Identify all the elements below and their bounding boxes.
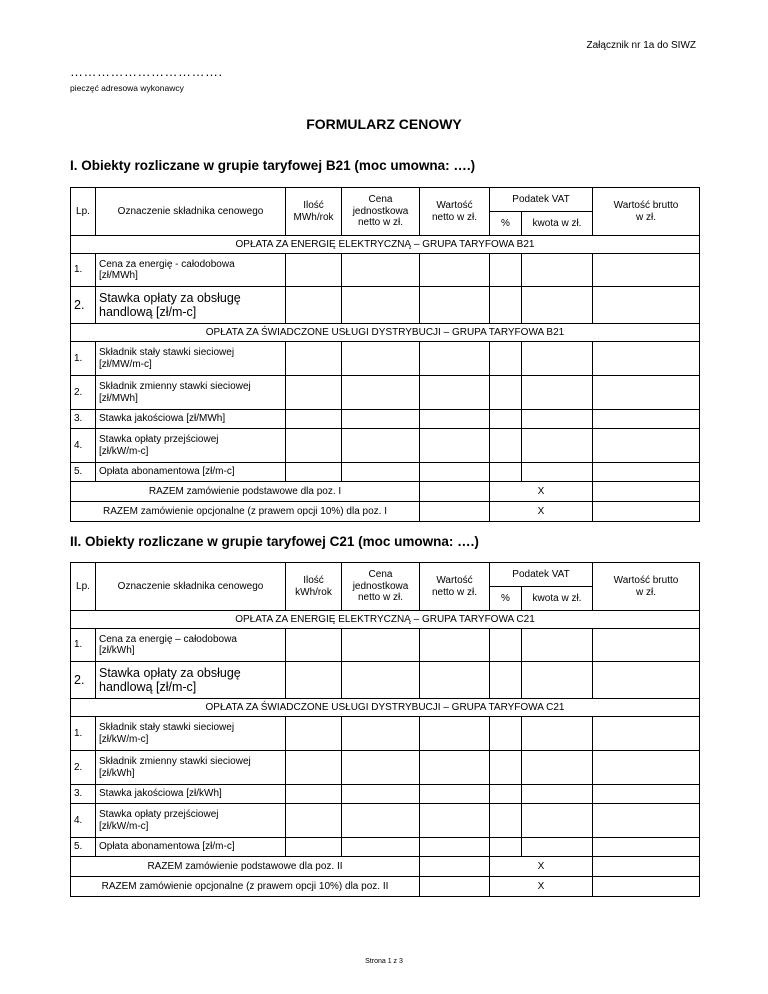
row-name: [96, 463, 286, 482]
value-cell[interactable]: [593, 629, 700, 662]
row-lp: [71, 662, 96, 699]
cell-text: 3.: [74, 413, 83, 425]
value-cell[interactable]: [420, 376, 490, 410]
total-net-value[interactable]: [420, 857, 490, 877]
col-vat-percent: [490, 212, 522, 236]
col-net-value: [420, 563, 490, 611]
col-vat-percent: [490, 587, 522, 611]
cell-text: [zł/kWh]: [99, 767, 135, 779]
value-cell[interactable]: [593, 463, 700, 482]
total-label: [71, 877, 420, 897]
cell-text: X: [537, 485, 545, 497]
col-vat: [490, 188, 593, 212]
cell-text: Opłata abonamentowa [zł/m-c]: [99, 841, 235, 853]
cell-text: Ilość: [303, 575, 324, 586]
value-cell[interactable]: [593, 751, 700, 785]
cell-text: 1.: [74, 264, 83, 276]
cell-text: Lp.: [76, 580, 90, 592]
cell-text: w zł.: [636, 211, 656, 223]
table-row: [71, 410, 700, 429]
col-qty: [286, 188, 342, 236]
value-cell[interactable]: [420, 751, 490, 785]
stamp-dots: …………………………….: [70, 64, 223, 79]
value-cell[interactable]: [593, 254, 700, 287]
table-row: [71, 662, 700, 699]
total-vat-x: [490, 877, 593, 897]
cell-text: [zł/MWh]: [99, 392, 138, 404]
total-gross-value[interactable]: [593, 502, 700, 522]
cell-text: Cena: [368, 194, 393, 206]
row-name: [96, 254, 286, 287]
col-vat: [490, 563, 593, 587]
value-cell[interactable]: [342, 463, 420, 482]
col-net-value: [420, 188, 490, 236]
cell-text: Podatek VAT: [512, 568, 570, 580]
col-unit-price: [342, 563, 420, 611]
col-vat-amount: [522, 212, 593, 236]
row-name: [96, 410, 286, 429]
value-cell[interactable]: [490, 751, 522, 785]
row-name: [96, 376, 286, 410]
row-name: [96, 785, 286, 804]
cell-text: 2.: [74, 386, 83, 398]
distribution-section-header: [71, 324, 700, 342]
energy-section-header-label: [71, 236, 700, 254]
page-footer: Strona 1 z 3: [365, 958, 403, 965]
total-label: [71, 482, 420, 502]
row-lp: [71, 376, 96, 410]
value-cell[interactable]: [593, 662, 700, 699]
value-cell[interactable]: [286, 785, 342, 804]
cell-text: [zł/kW/m-c]: [99, 733, 149, 745]
row-name: [96, 804, 286, 838]
cell-text: OPŁATA ZA ŚWIADCZONE USŁUGI DYSTRYBUCJI – GRUPA TARYFOWA C21: [205, 701, 565, 713]
value-cell[interactable]: [342, 629, 420, 662]
energy-section-header-label: [71, 611, 700, 629]
row-name: [96, 287, 286, 324]
value-cell[interactable]: [522, 287, 593, 324]
price-table-b21: [70, 187, 700, 522]
value-cell[interactable]: [490, 662, 522, 699]
value-cell[interactable]: [522, 838, 593, 857]
cell-text: 1.: [74, 352, 83, 364]
value-cell[interactable]: [490, 804, 522, 838]
stamp-label: pieczęć adresowa wykonawcy: [70, 83, 184, 93]
value-cell[interactable]: [490, 463, 522, 482]
value-cell[interactable]: [286, 287, 342, 324]
col-gross-value: [593, 188, 700, 236]
total-gross-value[interactable]: [593, 482, 700, 502]
value-cell[interactable]: [420, 838, 490, 857]
total-vat-x: [490, 482, 593, 502]
table-row: [71, 717, 700, 751]
value-cell[interactable]: [342, 254, 420, 287]
value-cell[interactable]: [593, 376, 700, 410]
row-name: [96, 629, 286, 662]
row-name: [96, 838, 286, 857]
value-cell[interactable]: [593, 342, 700, 376]
cell-text: Ilość: [303, 200, 324, 211]
cell-text: MWh/rok: [293, 211, 334, 223]
cell-text: jednostkowa: [352, 580, 409, 592]
total-label: [71, 857, 420, 877]
row-name: [96, 717, 286, 751]
total-row: [71, 502, 700, 522]
cell-text: Stawka opłaty za obsługę: [99, 665, 241, 680]
row-lp: [71, 785, 96, 804]
value-cell[interactable]: [286, 429, 342, 463]
col-qty: [286, 563, 342, 611]
row-lp: [71, 717, 96, 751]
col-gross-value: [593, 563, 700, 611]
table-row: [71, 342, 700, 376]
cell-text: Stawka jakościowa [zł/MWh]: [99, 413, 226, 425]
value-cell[interactable]: [593, 429, 700, 463]
attachment-label: Załącznik nr 1a do SIWZ: [586, 40, 696, 51]
col-lp: [71, 563, 96, 611]
value-cell[interactable]: [490, 410, 522, 429]
cell-text: 2.: [74, 672, 85, 687]
value-cell[interactable]: [286, 662, 342, 699]
cell-text: Składnik stały stawki sieciowej: [99, 722, 235, 733]
cell-text: Stawka opłaty za obsługę: [99, 290, 241, 305]
row-lp: [71, 838, 96, 857]
energy-section-header: [71, 236, 700, 254]
cell-text: 1.: [74, 639, 83, 651]
distribution-section-header-label: [71, 324, 700, 342]
row-name: [96, 342, 286, 376]
cell-text: RAZEM zamówienie opcjonalne (z prawem opcji 10%) dla poz. I: [102, 505, 387, 517]
value-cell[interactable]: [342, 838, 420, 857]
value-cell[interactable]: [420, 629, 490, 662]
header-row: [71, 563, 700, 587]
value-cell[interactable]: [593, 785, 700, 804]
col-unit-price: [342, 188, 420, 236]
table-row: [71, 429, 700, 463]
energy-section-header: [71, 611, 700, 629]
value-cell[interactable]: [342, 662, 420, 699]
cell-text: Składnik zmienny stawki sieciowej: [99, 756, 251, 767]
value-cell[interactable]: [420, 717, 490, 751]
form-title: FORMULARZ CENOWY: [306, 116, 462, 132]
row-lp: [71, 287, 96, 324]
cell-text: Stawka jakościowa [zł/kWh]: [99, 788, 222, 800]
value-cell[interactable]: [522, 342, 593, 376]
cell-text: RAZEM zamówienie podstawowe dla poz. I: [148, 485, 342, 497]
value-cell[interactable]: [522, 429, 593, 463]
table-row: [71, 838, 700, 857]
cell-text: Wartość: [436, 200, 473, 211]
value-cell[interactable]: [522, 717, 593, 751]
row-lp: [71, 751, 96, 785]
value-cell[interactable]: [420, 804, 490, 838]
cell-text: handlową [zł/m-c]: [99, 680, 197, 694]
value-cell[interactable]: [593, 287, 700, 324]
value-cell[interactable]: [490, 838, 522, 857]
value-cell[interactable]: [342, 785, 420, 804]
row-lp: [71, 410, 96, 429]
distribution-section-header-label: [71, 699, 700, 717]
price-table-c21: [70, 562, 700, 897]
row-lp: [71, 804, 96, 838]
value-cell[interactable]: [522, 629, 593, 662]
cell-text: 5.: [74, 841, 83, 853]
cell-text: X: [537, 880, 545, 892]
value-cell[interactable]: [342, 410, 420, 429]
distribution-section-header: [71, 699, 700, 717]
cell-text: kWh/rok: [295, 586, 332, 598]
value-cell[interactable]: [490, 785, 522, 804]
value-cell[interactable]: [522, 751, 593, 785]
value-cell[interactable]: [286, 838, 342, 857]
cell-text: 2.: [74, 297, 85, 312]
total-gross-value[interactable]: [593, 877, 700, 897]
row-lp: [71, 629, 96, 662]
value-cell[interactable]: [420, 410, 490, 429]
cell-text: netto w zł.: [431, 211, 478, 223]
row-name: [96, 662, 286, 699]
cell-text: OPŁATA ZA ENERGIĘ ELEKTRYCZNĄ – GRUPA TARYFOWA B21: [235, 238, 535, 250]
cell-text: w zł.: [636, 586, 656, 598]
value-cell[interactable]: [420, 287, 490, 324]
cell-text: RAZEM zamówienie podstawowe dla poz. II: [147, 860, 343, 872]
value-cell[interactable]: [522, 410, 593, 429]
value-cell[interactable]: [342, 804, 420, 838]
value-cell[interactable]: [593, 838, 700, 857]
section-title-b21: I. Obiekty rozliczane w grupie taryfowej B21 (moc umowna: ….): [70, 158, 476, 173]
cell-text: [zł/kW/m-c]: [99, 820, 149, 832]
cell-text: RAZEM zamówienie opcjonalne (z prawem opcji 10%) dla poz. II: [101, 880, 389, 892]
col-name: [96, 563, 286, 611]
cell-text: [zł/kWh]: [99, 645, 135, 656]
value-cell[interactable]: [342, 342, 420, 376]
cell-text: 4.: [74, 814, 83, 826]
cell-text: kwota w zł.: [532, 217, 582, 229]
value-cell[interactable]: [286, 376, 342, 410]
cell-text: kwota w zł.: [532, 592, 582, 604]
value-cell[interactable]: [593, 717, 700, 751]
value-cell[interactable]: [286, 410, 342, 429]
value-cell[interactable]: [342, 429, 420, 463]
cell-text: %: [501, 217, 510, 229]
cell-text: OPŁATA ZA ENERGIĘ ELEKTRYCZNĄ – GRUPA TARYFOWA C21: [235, 613, 535, 625]
cell-text: netto w zł.: [357, 217, 404, 229]
value-cell[interactable]: [286, 751, 342, 785]
table-row: [71, 254, 700, 287]
total-net-value[interactable]: [420, 482, 490, 502]
cell-text: Składnik zmienny stawki sieciowej: [99, 381, 251, 392]
value-cell[interactable]: [420, 342, 490, 376]
cell-text: 5.: [74, 466, 83, 478]
value-cell[interactable]: [420, 662, 490, 699]
col-name: [96, 188, 286, 236]
cell-text: Podatek VAT: [512, 193, 570, 205]
cell-text: 3.: [74, 788, 83, 800]
cell-text: X: [537, 505, 545, 517]
table-row: [71, 376, 700, 410]
cell-text: jednostkowa: [352, 205, 409, 217]
cell-text: 1.: [74, 727, 83, 739]
total-row: [71, 857, 700, 877]
cell-text: Cena: [368, 569, 393, 581]
value-cell[interactable]: [342, 751, 420, 785]
value-cell[interactable]: [490, 254, 522, 287]
header-row: [71, 188, 700, 212]
value-cell[interactable]: [420, 254, 490, 287]
table-row: [71, 287, 700, 324]
cell-text: X: [537, 860, 545, 872]
value-cell[interactable]: [286, 342, 342, 376]
value-cell[interactable]: [286, 254, 342, 287]
cell-text: Cena za energię - całodobowa: [99, 258, 235, 270]
total-net-value[interactable]: [420, 877, 490, 897]
value-cell[interactable]: [593, 410, 700, 429]
row-name: [96, 429, 286, 463]
cell-text: Stawka opłaty przejściowej: [99, 434, 219, 445]
cell-text: Cena za energię – całodobowa: [99, 633, 237, 645]
value-cell[interactable]: [490, 287, 522, 324]
value-cell[interactable]: [522, 463, 593, 482]
value-cell[interactable]: [490, 629, 522, 662]
value-cell[interactable]: [522, 662, 593, 699]
value-cell[interactable]: [490, 429, 522, 463]
value-cell[interactable]: [522, 254, 593, 287]
table-row: [71, 629, 700, 662]
table-row: [71, 804, 700, 838]
value-cell[interactable]: [490, 717, 522, 751]
value-cell[interactable]: [420, 429, 490, 463]
cell-text: OPŁATA ZA ŚWIADCZONE USŁUGI DYSTRYBUCJI – GRUPA TARYFOWA B21: [205, 326, 565, 338]
total-vat-x: [490, 857, 593, 877]
value-cell[interactable]: [286, 629, 342, 662]
value-cell[interactable]: [420, 463, 490, 482]
value-cell[interactable]: [522, 804, 593, 838]
cell-text: 4.: [74, 439, 83, 451]
value-cell[interactable]: [286, 463, 342, 482]
cell-text: handlową [zł/m-c]: [99, 305, 197, 319]
value-cell[interactable]: [420, 785, 490, 804]
value-cell[interactable]: [490, 376, 522, 410]
cell-text: Składnik stały stawki sieciowej: [99, 347, 235, 358]
value-cell[interactable]: [286, 717, 342, 751]
row-name: [96, 751, 286, 785]
section-title-c21: II. Obiekty rozliczane w grupie taryfowej C21 (moc umowna: ….): [70, 534, 479, 549]
value-cell[interactable]: [286, 804, 342, 838]
total-row: [71, 877, 700, 897]
cell-text: netto w zł.: [357, 592, 404, 604]
total-row: [71, 482, 700, 502]
cell-text: Oznaczenie składnika cenowego: [117, 580, 264, 592]
total-net-value[interactable]: [420, 502, 490, 522]
value-cell[interactable]: [342, 717, 420, 751]
value-cell[interactable]: [342, 287, 420, 324]
total-label: [71, 502, 420, 522]
cell-text: 2.: [74, 761, 83, 773]
cell-text: Wartość: [436, 575, 473, 586]
value-cell[interactable]: [522, 785, 593, 804]
cell-text: Lp.: [76, 205, 90, 217]
total-vat-x: [490, 502, 593, 522]
row-lp: [71, 463, 96, 482]
cell-text: Stawka opłaty przejściowej: [99, 809, 219, 820]
value-cell[interactable]: [593, 804, 700, 838]
row-lp: [71, 342, 96, 376]
row-lp: [71, 254, 96, 287]
col-lp: [71, 188, 96, 236]
cell-text: %: [501, 592, 510, 604]
table-row: [71, 785, 700, 804]
cell-text: Oznaczenie składnika cenowego: [117, 205, 264, 217]
cell-text: Opłata abonamentowa [zł/m-c]: [99, 466, 235, 478]
table-row: [71, 463, 700, 482]
cell-text: Wartość brutto: [613, 200, 679, 211]
row-lp: [71, 429, 96, 463]
value-cell[interactable]: [342, 376, 420, 410]
cell-text: [zł/kW/m-c]: [99, 445, 149, 457]
cell-text: [zł/MW/m-c]: [99, 358, 152, 370]
table-row: [71, 751, 700, 785]
value-cell[interactable]: [490, 342, 522, 376]
cell-text: [zł/MWh]: [99, 270, 138, 281]
cell-text: netto w zł.: [431, 586, 478, 598]
cell-text: Wartość brutto: [613, 575, 679, 586]
value-cell[interactable]: [522, 376, 593, 410]
col-vat-amount: [522, 587, 593, 611]
total-gross-value[interactable]: [593, 857, 700, 877]
